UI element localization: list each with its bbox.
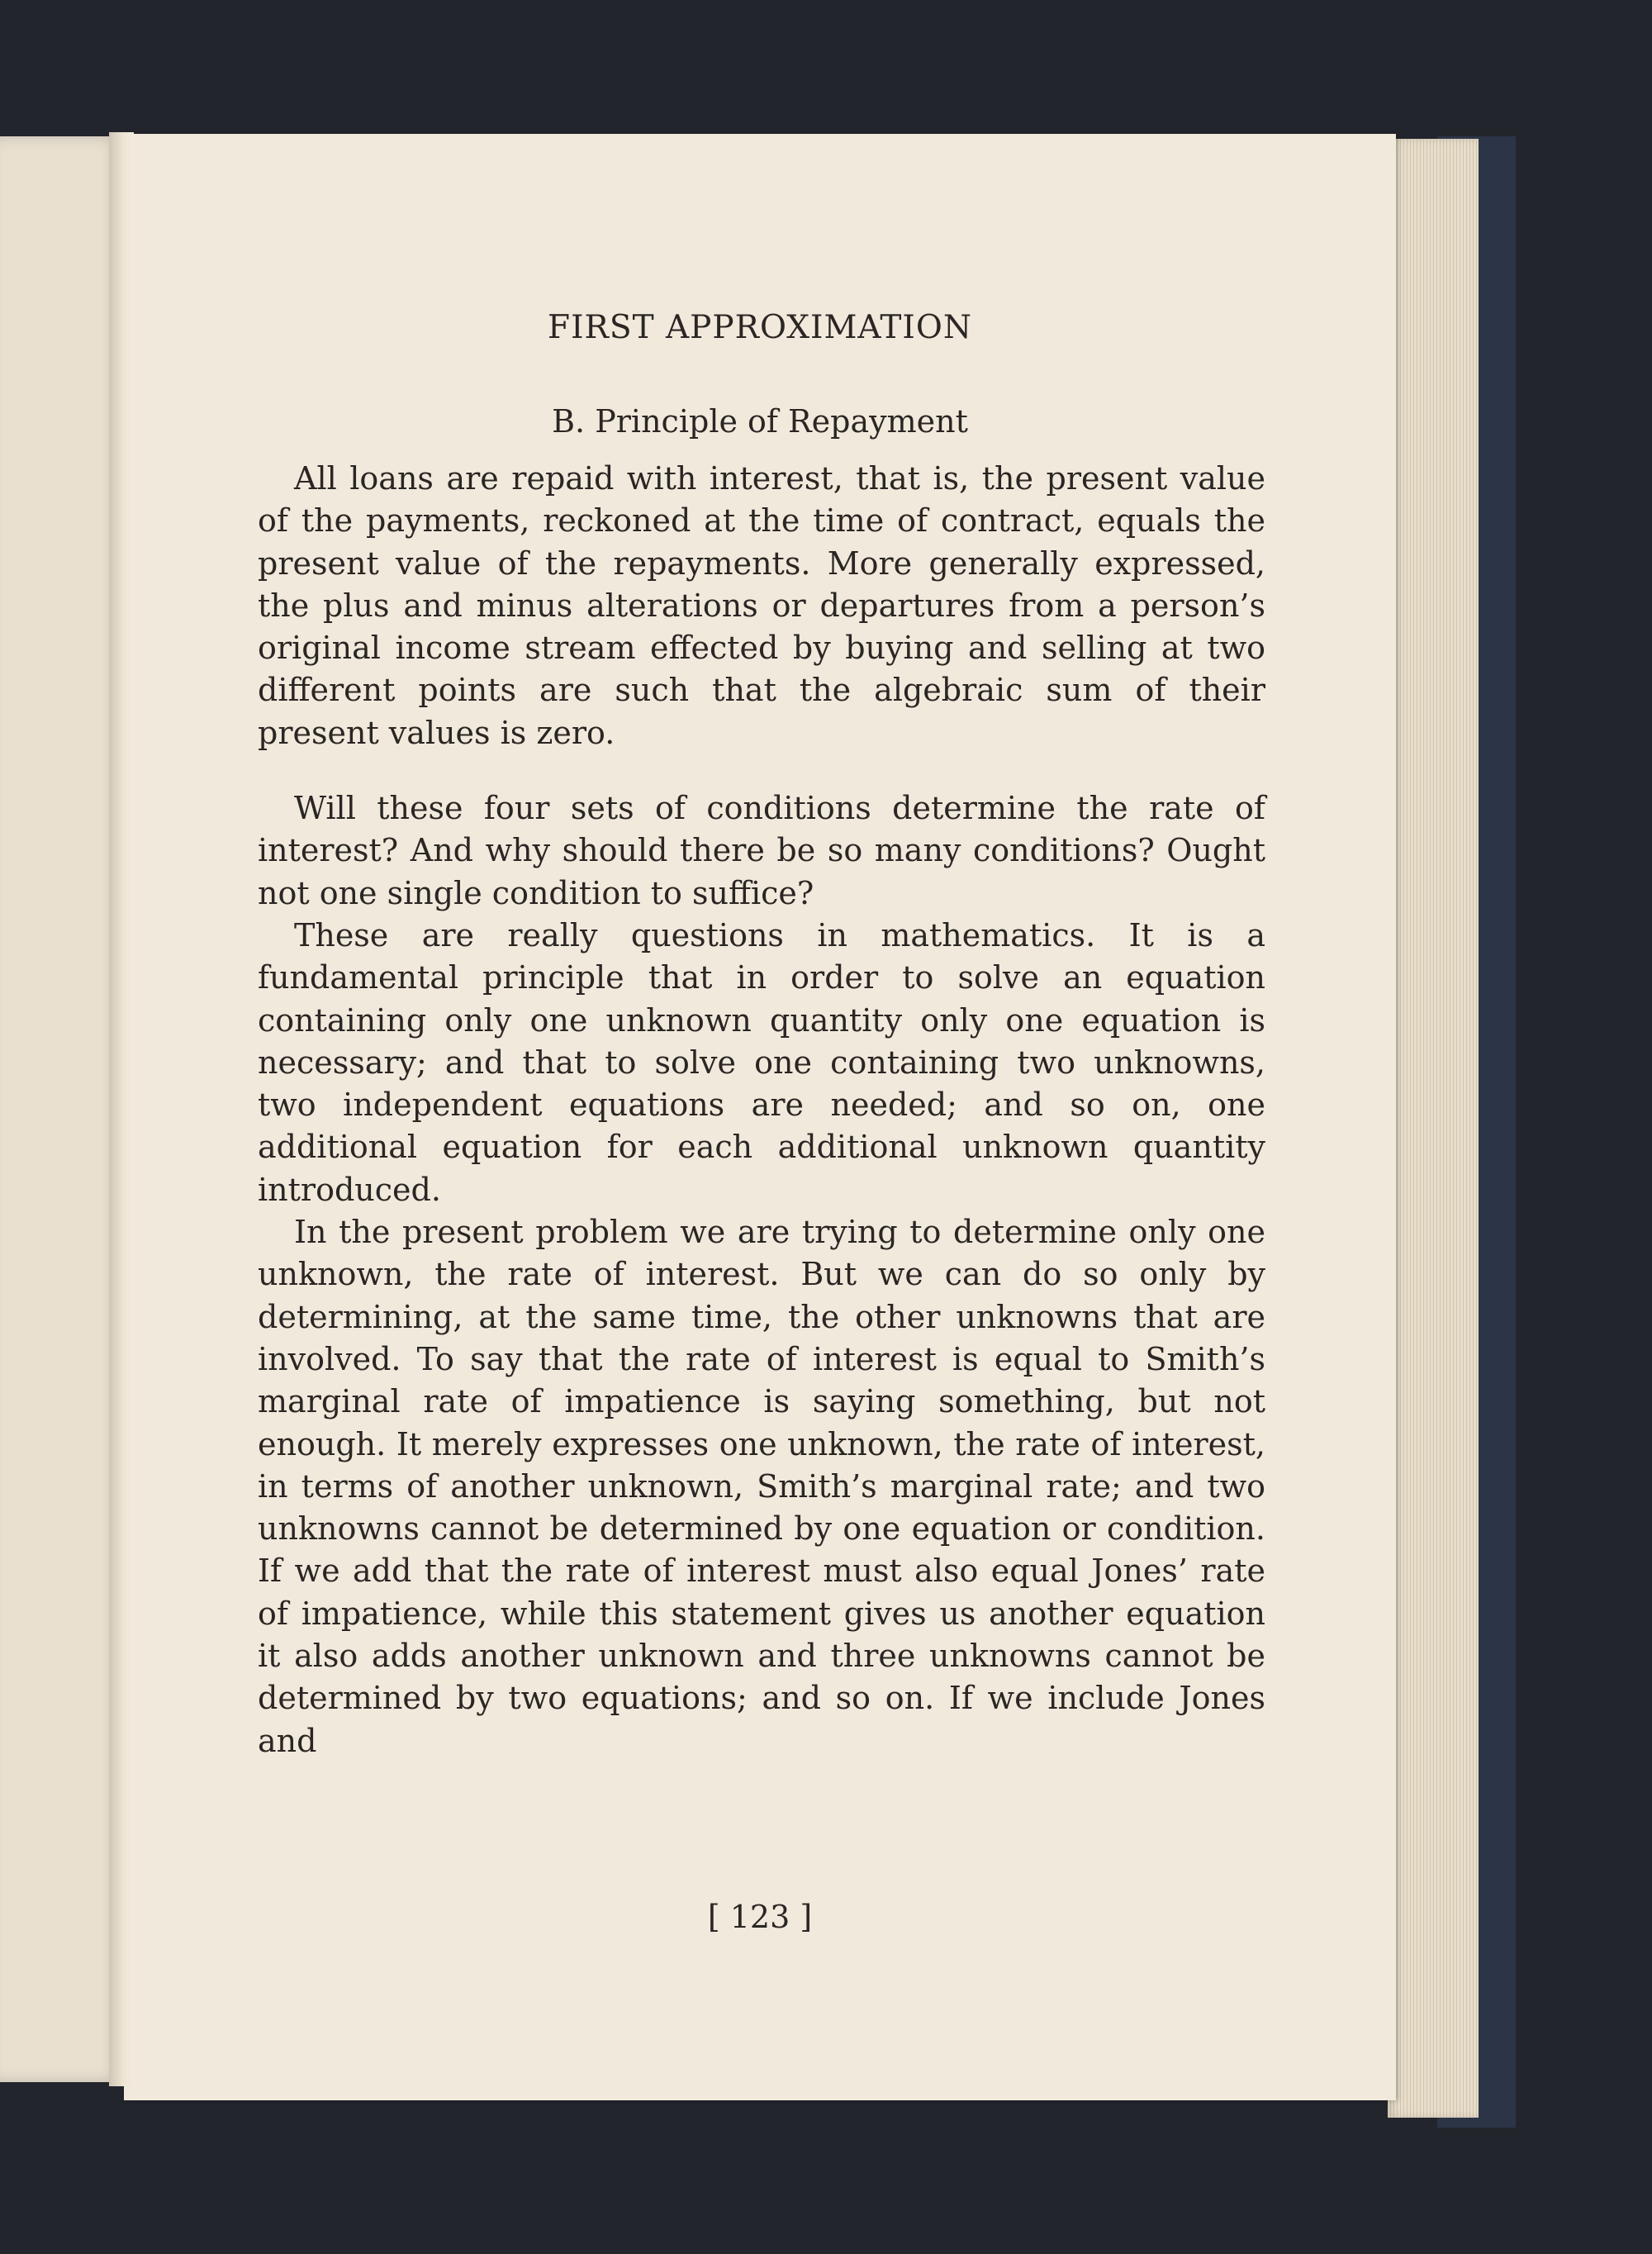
section-heading: B. Principle of Repayment xyxy=(552,403,968,440)
paragraph-conditions-question: Will these four sets of conditions determine the rate of interest? And why should there be so many conditions? Ought not one single condition to suffice? xyxy=(258,790,1265,911)
book-page xyxy=(124,134,1396,2100)
body-text xyxy=(258,458,1265,1762)
paragraph-mathematics: These are really questions in mathematics. It is a fundamental principle that in order to solve an equation containing only one unknown quantity only one equation is necessary; and that to solve one containing two unknowns, two independent equations are needed; and so on, one additional equation for each additional unknown quantity introduced. xyxy=(258,916,1265,1208)
facing-page-left xyxy=(0,136,124,2082)
book-gutter xyxy=(109,132,134,2086)
running-header: FIRST APPROXIMATION xyxy=(548,309,972,346)
page-block-edge xyxy=(1388,139,1479,2118)
paragraph-repayment: All loans are repaid with interest, that is, the present value of the payments, reckoned at the time of contract, equals the present value of the repayments. More generally expressed, the plus and minus alterations or departures from a person’s original income stream effected by buying and selling at two different points are such that the algebraic sum of their present values is zero. xyxy=(258,460,1265,751)
page-number: [ 123 ] xyxy=(707,1899,813,1935)
paragraph-present-problem: In the present problem we are trying to determine only one unknown, the rate of interest. But we can do so only by determining, at the same time, the other unknowns that are involved. To say that the rate of interest is equal to Smith’s marginal rate of impatience is saying something, but not enough. It merely expresses one unknown, the rate of interest, in terms of another unknown, Smith’s marginal rate; and two unknowns cannot be determined by one equation or condition. If we add that the rate of interest must also equal Jones’ rate of impatience, while this statement gives us another equation it also adds another unknown and three unknowns cannot be determined by two equations; and so on. If we include Jones and xyxy=(258,1214,1265,1759)
